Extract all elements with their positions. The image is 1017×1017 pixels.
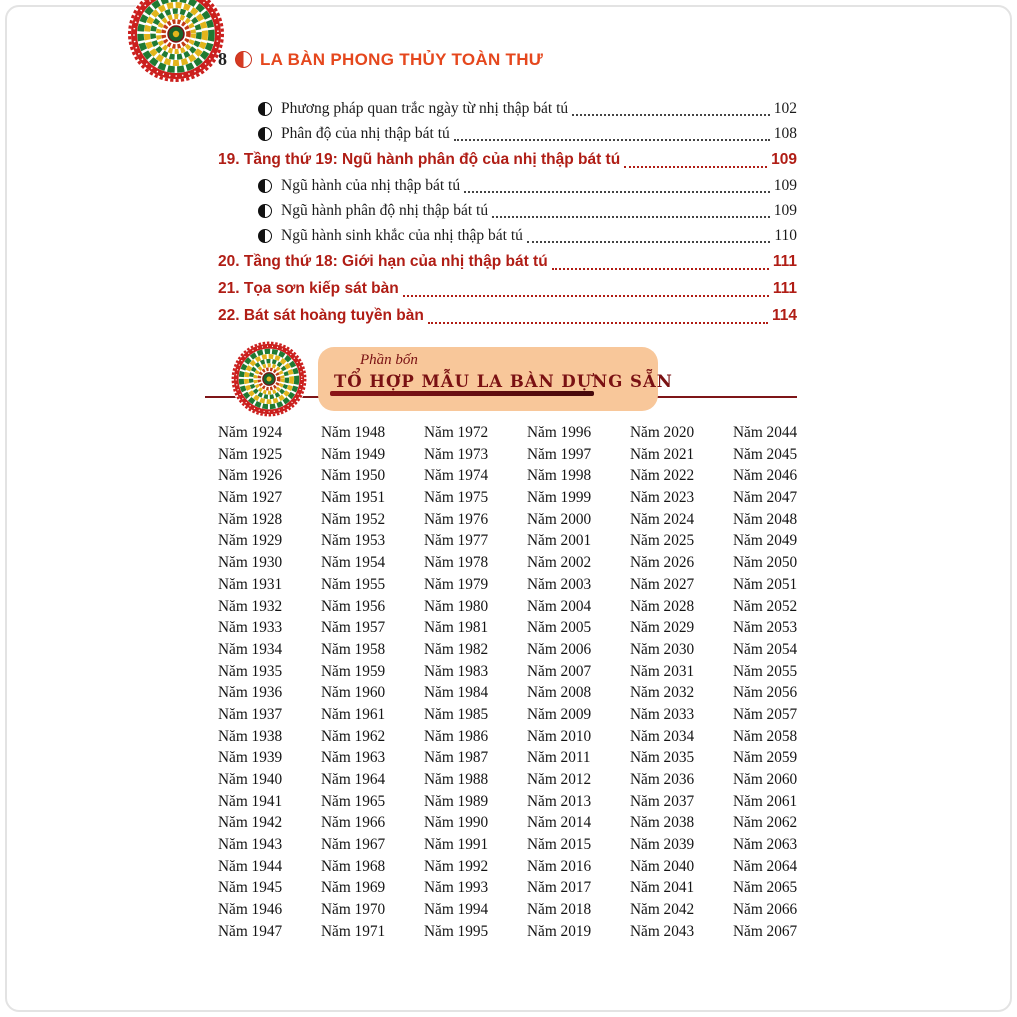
year-cell: Năm 2067 [733,922,798,940]
year-cell: Năm 1932 [218,597,283,615]
toc-page-number: 109 [771,150,797,168]
toc-item [218,173,797,198]
year-cell: Năm 2039 [630,836,695,854]
year-cell: Năm 2052 [733,597,798,615]
year-cell: Năm 1926 [218,467,283,485]
toc-leader-dots [552,268,769,270]
year-cell: Năm 2007 [527,662,592,680]
toc-item-label: 19. Tầng thứ 19: Ngũ hành phân độ của nhị thập bát tú [218,150,621,168]
year-cell: Năm 1933 [218,619,283,637]
year-cell: Năm 1985 [424,705,489,723]
year-cell: Năm 1975 [424,489,489,507]
year-cell: Năm 2058 [733,727,798,745]
year-cell: Năm 1934 [218,640,283,658]
year-cell: Năm 1927 [218,489,283,507]
year-cell: Năm 1946 [218,901,283,919]
year-cell: Năm 1928 [218,510,283,528]
year-cell: Năm 2035 [630,749,695,767]
year-cell: Năm 2031 [630,662,695,680]
year-cell: Năm 1981 [424,619,489,637]
year-cell: Năm 2011 [527,749,591,767]
year-cell: Năm 1945 [218,879,283,897]
section-title-underline [330,391,594,396]
year-cell: Năm 2064 [733,857,798,875]
year-cell: Năm 2036 [630,771,695,788]
year-cell: Năm 1961 [321,705,386,723]
toc-leader-dots [492,216,770,218]
year-cell: Năm 1948 [321,424,386,441]
year-cell: Năm 1993 [424,879,489,897]
toc-item-label: Phân độ của nhị thập bát tú [281,124,450,142]
year-cell: Năm 2015 [527,836,592,854]
year-cell: Năm 1970 [321,901,386,919]
year-cell: Năm 1936 [218,684,283,702]
year-cell: Năm 1956 [321,597,386,615]
yin-yang-bullet-icon [258,127,272,141]
year-cell: Năm 1960 [321,684,386,702]
year-cell: Năm 2025 [630,532,695,550]
year-cell: Năm 2057 [733,705,798,723]
toc-page-number: 114 [771,306,797,324]
year-cell: Năm 2008 [527,684,592,702]
year-cell: Năm 2042 [630,901,695,919]
toc-item-label: 21. Tọa sơn kiếp sát bàn [218,279,399,297]
year-cell: Năm 2013 [527,792,592,810]
year-cell: Năm 1984 [424,684,489,702]
section-title: TỔ HỢP MẪU LA BÀN DỰNG SẴN [334,372,673,391]
year-cell: Năm 1971 [321,922,386,940]
compass-section-icon [230,340,308,418]
year-cell: Năm 2041 [630,879,695,897]
year-cell: Năm 1925 [218,445,283,463]
toc-leader-dots [624,166,767,168]
year-cell: Năm 1997 [527,445,592,463]
year-cell: Năm 1942 [218,814,283,832]
year-cell: Năm 2028 [630,597,695,615]
toc-page-number: 110 [774,226,797,244]
year-cell: Năm 1969 [321,879,386,897]
year-cell: Năm 1989 [424,792,489,810]
year-cell: Năm 1955 [321,575,386,593]
year-cell: Năm 1982 [424,640,489,658]
year-cell: Năm 2060 [733,771,798,788]
year-cell: Năm 1962 [321,727,386,745]
toc-list [218,96,797,329]
year-cell: Năm 2056 [733,684,798,702]
year-cell: Năm 1953 [321,532,386,550]
year-cell: Năm 1998 [527,467,592,485]
year-cell: Năm 1935 [218,662,283,680]
year-cell: Năm 2001 [527,532,592,550]
year-cell: Năm 1988 [424,771,489,788]
yin-yang-bullet-icon [258,179,272,193]
year-cell: Năm 1972 [424,424,489,441]
year-cell: Năm 1944 [218,857,283,875]
toc-item [218,146,797,173]
year-cell: Năm 1990 [424,814,489,832]
year-cell: Năm 2021 [630,445,695,463]
year-cell: Năm 1996 [527,424,592,441]
year-cell: Năm 1973 [424,445,489,463]
year-cell: Năm 2048 [733,510,798,528]
year-cell: Năm 1950 [321,467,386,485]
year-cell: Năm 1951 [321,489,386,507]
year-cell: Năm 2002 [527,554,592,572]
year-cell: Năm 2026 [630,554,695,572]
year-cell: Năm 1994 [424,901,489,919]
year-cell: Năm 1929 [218,532,283,550]
year-cell: Năm 1947 [218,922,283,940]
year-cell: Năm 2000 [527,510,592,528]
book-title: LA BÀN PHONG THỦY TOÀN THƯ [260,49,544,69]
year-cell: Năm 2053 [733,619,798,637]
year-cell: Năm 1968 [321,857,386,875]
toc-item-label: 20. Tầng thứ 18: Giới hạn của nhị thập bát tú [218,252,548,270]
yin-yang-bullet-icon [258,204,272,218]
year-cell: Năm 2061 [733,792,798,810]
year-cell: Năm 1939 [218,749,283,767]
toc-item [218,96,797,121]
year-cell: Năm 2037 [630,792,695,810]
year-cell: Năm 2029 [630,619,695,637]
year-cell: Năm 1986 [424,727,489,745]
year-cell: Năm 1999 [527,489,592,507]
year-cell: Năm 1983 [424,662,489,680]
year-cell: Năm 1937 [218,705,283,723]
page-number: 8 [218,49,227,69]
compass-logo-icon [126,0,226,84]
toc-item [218,302,797,329]
year-cell: Năm 1979 [424,575,489,593]
toc-leader-dots [403,295,769,297]
year-cell: Năm 2003 [527,575,592,593]
toc-item-label: Ngũ hành của nhị thập bát tú [281,176,461,194]
toc-item [218,198,797,223]
year-cell: Năm 1954 [321,554,386,572]
toc-page-number: 109 [773,201,797,219]
year-cell: Năm 2054 [733,640,798,658]
toc-item [218,223,797,248]
year-cell: Năm 1991 [424,836,489,854]
year-cell: Năm 1941 [218,792,283,810]
year-cell: Năm 1924 [218,424,283,441]
section-banner [318,347,673,411]
year-cell: Năm 2063 [733,836,798,854]
year-cell: Năm 2032 [630,684,695,702]
year-cell: Năm 2022 [630,467,695,485]
year-cell: Năm 1978 [424,554,489,572]
year-cell: Năm 2040 [630,857,695,875]
year-cell: Năm 1976 [424,510,489,528]
year-cell: Năm 2020 [630,424,695,441]
year-cell: Năm 1980 [424,597,489,615]
toc-item-label: Phương pháp quan trắc ngày từ nhị thập bát tú [281,99,569,117]
year-cell: Năm 2059 [733,749,798,767]
year-cell: Năm 1943 [218,836,283,854]
toc-page-number: 109 [773,176,797,194]
year-cell: Năm 1940 [218,771,283,788]
year-cell: Năm 2043 [630,922,695,940]
yin-yang-bullet-icon [258,229,272,243]
year-cell: Năm 1963 [321,749,386,767]
year-cell: Năm 2051 [733,575,798,593]
toc-leader-dots [572,114,770,116]
year-cell: Năm 2033 [630,705,695,723]
year-cell: Năm 2045 [733,445,798,463]
toc-page-number: 111 [772,279,797,297]
year-cell: Năm 2055 [733,662,798,680]
toc-page-number: 108 [773,124,797,142]
year-cell: Năm 1957 [321,619,386,637]
year-cell: Năm 2006 [527,640,592,658]
year-cell: Năm 1974 [424,467,489,485]
year-cell: Năm 2027 [630,575,695,593]
yin-yang-icon [235,51,252,68]
year-cell: Năm 2014 [527,814,592,832]
year-cell: Năm 2024 [630,510,695,528]
year-cell: Năm 1987 [424,749,489,767]
toc-leader-dots [428,322,768,324]
year-cell: Năm 1977 [424,532,489,550]
year-cell: Năm 2030 [630,640,695,658]
year-cell: Năm 2018 [527,901,592,919]
year-cell: Năm 2005 [527,619,592,637]
year-cell: Năm 2012 [527,771,592,788]
toc-item-label: Ngũ hành sinh khắc của nhị thập bát tú [281,226,523,244]
year-cell: Năm 2044 [733,424,798,441]
toc-item-label: Ngũ hành phân độ nhị thập bát tú [281,201,489,219]
year-cell: Năm 2019 [527,922,592,940]
toc-leader-dots [454,139,770,141]
year-cell: Năm 1931 [218,575,283,593]
toc-item [218,275,797,302]
year-cell: Năm 1959 [321,662,386,680]
toc-item [218,121,797,146]
toc-item [218,248,797,275]
year-cell: Năm 2047 [733,489,798,507]
year-cell: Năm 2016 [527,857,592,875]
year-cell: Năm 2009 [527,705,592,723]
year-cell: Năm 2046 [733,467,798,485]
year-cell: Năm 1967 [321,836,386,854]
year-cell: Năm 1995 [424,922,489,940]
year-cell: Năm 1949 [321,445,386,463]
year-cell: Năm 1930 [218,554,283,572]
years-table [218,424,836,945]
toc-leader-dots [464,191,770,193]
section-part-label: Phần bốn [360,352,418,368]
year-cell: Năm 2065 [733,879,798,897]
year-cell: Năm 1958 [321,640,386,658]
toc-page-number: 111 [772,252,797,270]
year-cell: Năm 1965 [321,792,386,810]
year-cell: Năm 2010 [527,727,592,745]
year-cell: Năm 1966 [321,814,386,832]
toc-leader-dots [527,241,770,243]
year-cell: Năm 2017 [527,879,592,897]
yin-yang-bullet-icon [258,102,272,116]
year-cell: Năm 2062 [733,814,798,832]
year-cell: Năm 2034 [630,727,695,745]
year-cell: Năm 2004 [527,597,592,615]
page-header [218,49,543,70]
year-cell: Năm 2049 [733,532,798,550]
toc-page-number: 102 [773,99,797,117]
toc-item-label: 22. Bát sát hoàng tuyền bàn [218,306,424,324]
year-cell: Năm 2023 [630,489,695,507]
year-cell: Năm 2050 [733,554,798,572]
year-cell: Năm 2066 [733,901,798,919]
year-cell: Năm 1992 [424,857,489,875]
year-cell: Năm 1952 [321,510,386,528]
year-cell: Năm 1964 [321,771,386,788]
year-cell: Năm 2038 [630,814,695,832]
year-cell: Năm 1938 [218,727,283,745]
